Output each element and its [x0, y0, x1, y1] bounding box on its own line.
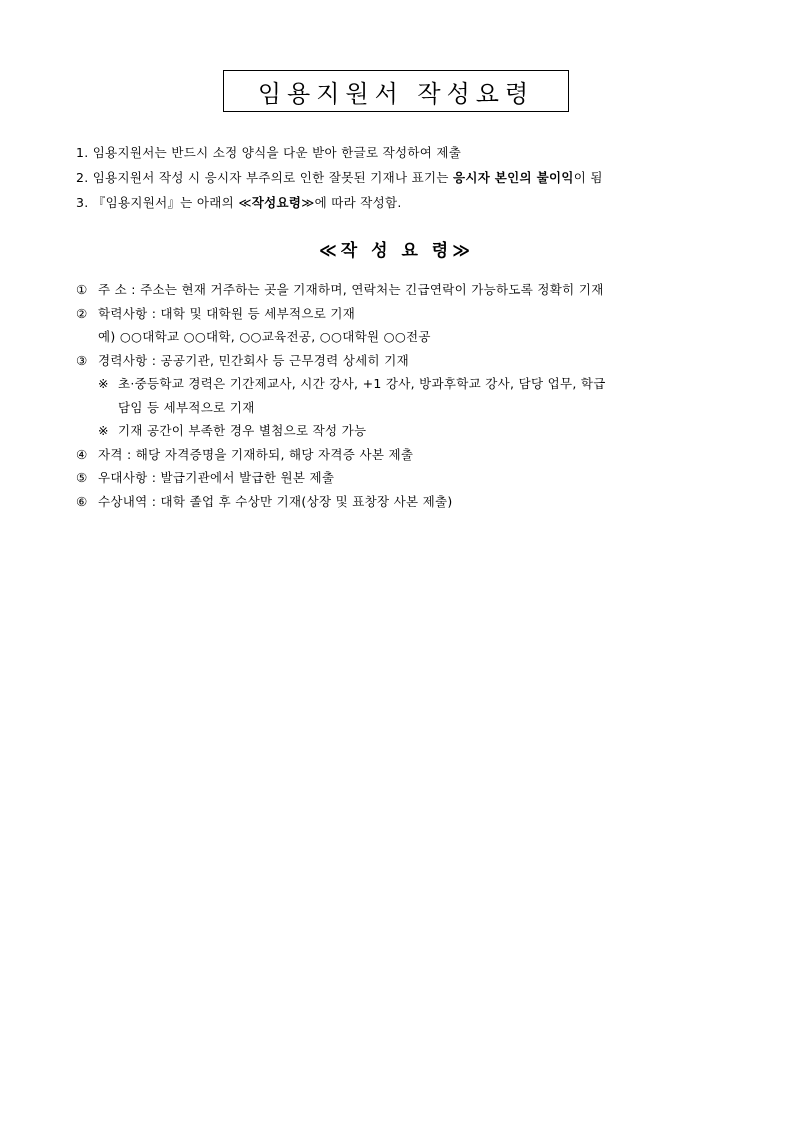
guide-item-education [76, 302, 721, 326]
item-number: ⑤ [76, 470, 88, 485]
note-mark: ※ [98, 423, 109, 438]
career-note-1-continued: 담임 등 세부적으로 기재 [118, 399, 255, 415]
guide-item-license [76, 443, 721, 467]
item-text: 경력사항 : 공공기관, 민간회사 등 근무경력 상세히 기재 [98, 352, 409, 368]
item-text: 우대사항 : 발급기관에서 발급한 원본 제출 [98, 470, 335, 485]
item-number: ② [76, 305, 88, 321]
guide-item-awards [76, 490, 721, 514]
document-title: 임용지원서 작성요령 [223, 70, 569, 112]
item-text: 주 소 : 주소는 현재 거주하는 곳을 기재하며, 연락처는 긴급연락이 가능하도록 정확히 기재 [98, 282, 604, 297]
intro-item-2 [76, 165, 726, 190]
intro-item-2-tail: 이 됨 [573, 170, 603, 185]
note-mark: ※ [98, 376, 109, 391]
item-number: ③ [76, 352, 88, 368]
intro-item-1: 1. 임용지원서는 반드시 소정 양식을 다운 받아 한글로 작성하여 제출 [76, 145, 462, 160]
item-number: ⑥ [76, 493, 88, 509]
education-example: 예) ○○대학교 ○○대학, ○○교육전공, ○○대학원 ○○전공 [98, 329, 431, 344]
guide-list [76, 278, 721, 513]
item-number: ④ [76, 446, 88, 462]
intro-item-3-text: 3. 『임용지원서』는 아래의 ≪ [76, 195, 252, 210]
note-text: 초·중등학교 경력은 기간제교사, 시간 강사, +1 강사, 방과후학교 강사, 담당 업무, 학급 [118, 376, 606, 391]
item-text: 수상내역 : 대학 졸업 후 수상만 기재(상장 및 표창장 사본 제출) [98, 493, 453, 509]
intro-item-3 [76, 190, 726, 215]
intro-item-2-text: 2. 임용지원서 작성 시 응시자 부주의로 인한 잘못된 기재나 표기는 [76, 170, 454, 185]
career-note-1 [76, 372, 721, 396]
guide-item-address [76, 278, 721, 302]
item-text: 학력사항 : 대학 및 대학원 등 세부적으로 기재 [98, 305, 356, 321]
item-text: 자격 : 해당 자격증명을 기재하되, 해당 자격증 사본 제출 [98, 446, 414, 462]
intro-list [76, 140, 726, 215]
intro-item-2-emphasis: 응시자 본인의 불이익 [453, 170, 574, 185]
note-text: 기재 공간이 부족한 경우 별첨으로 작성 가능 [118, 423, 367, 438]
guide-item-preference [76, 466, 721, 490]
item-number: ① [76, 282, 88, 297]
career-note-2 [76, 419, 721, 443]
guide-item-career [76, 349, 721, 373]
section-title: ≪작 성 요 령≫ [318, 241, 475, 261]
intro-item-3-emphasis: 작성요령 [251, 195, 302, 210]
intro-item-3-tail: ≫에 따라 작성함. [301, 195, 402, 210]
